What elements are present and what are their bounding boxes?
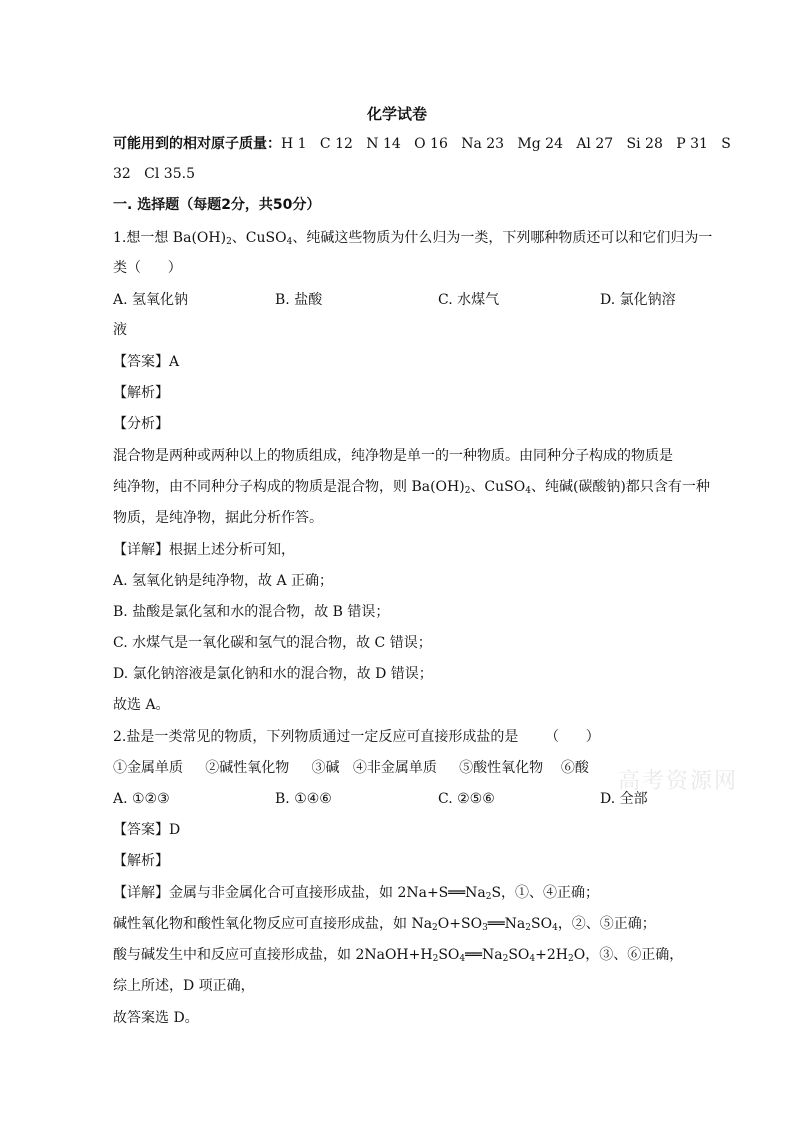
q1-conclusion: 故选 A。: [113, 697, 170, 713]
q2-option-b: B. ①④⑥: [275, 791, 332, 807]
q2-detail-part: O，③、⑥正确，: [573, 947, 684, 963]
q2-detail-part: SO: [508, 947, 530, 963]
q2-detail-part: O+SO: [437, 916, 483, 932]
q1-answer: 【答案】A: [113, 354, 180, 370]
section-heading: 一. 选择题（每题2分，共50分）: [113, 197, 321, 213]
q2-sub: 2: [432, 923, 438, 933]
q1-sub: 4: [286, 237, 293, 247]
q1-stem-part: 、CuSO: [231, 230, 287, 246]
q2-sub: 2: [502, 954, 509, 964]
q2-detail-part: S，①、④正确；: [491, 885, 600, 901]
q2-detail-part: SO: [438, 947, 460, 963]
q2-summary: 综上所述，D 项正确，: [113, 978, 255, 994]
q2-sub: 2: [525, 923, 531, 933]
q1-sub: 2: [226, 237, 232, 247]
q2-option-a: A. ①②③: [113, 791, 170, 807]
q1-detail: 【详解】根据上述分析可知，: [113, 542, 295, 558]
q2-sub: 2: [568, 954, 574, 964]
q1-option-d: D. 氯化钠溶: [600, 292, 676, 308]
q2-items: ①金属单质 ②碱性氧化物 ③碱 ④非金属单质 ⑤酸性氧化物 ⑥酸: [113, 760, 589, 776]
q1-stem-part: 1.想一想 Ba(OH): [113, 230, 227, 246]
q2-detail-part: ，②、⑤正确；: [557, 916, 656, 932]
atomic-mass-label: 可能用到的相对原子质量：: [113, 136, 281, 152]
q2-sub: 4: [552, 923, 558, 933]
q2-sub: 4: [459, 954, 466, 964]
q2-detail-part: 酸与碱发生中和反应可直接形成盐，如 2NaOH+H: [113, 947, 433, 963]
q1-analysis-part: 、CuSO: [470, 479, 526, 495]
q1-option-d-continued: 液: [113, 322, 127, 338]
watermark-logo: 高考资源网: [618, 769, 739, 794]
q1-analysis-text: [113, 477, 710, 497]
atomic-mass-values-continued: 32 Cl 35.5: [113, 166, 195, 182]
question-1-stem: [113, 228, 712, 248]
q2-detail-line: [113, 945, 683, 965]
q2-conclusion: 故答案选 D。: [113, 1010, 199, 1026]
q1-option-b: B. 盐酸: [275, 292, 323, 308]
q2-detail-part: +2H: [535, 947, 569, 963]
q2-option-c: C. ②⑤⑥: [438, 791, 495, 807]
question-1-stem-continued: 类（ ）: [113, 260, 182, 276]
q2-sub: 2: [485, 892, 492, 902]
q1-option-c: C. 水煤气: [438, 292, 500, 308]
q1-sub: 2: [464, 486, 471, 496]
q1-analysis-part: 、纯碱(碳酸钠)都只含有一种: [530, 479, 710, 495]
q2-sub: 4: [529, 954, 536, 964]
q1-analysis-text: 物质，是纯净物，据此分析作答。: [113, 510, 323, 526]
q2-detail-part: 碱性氧化物和酸性氧化物反应可直接形成盐，如 Na: [113, 916, 433, 932]
q1-sub: 4: [525, 486, 531, 496]
q2-sub: 3: [482, 923, 488, 933]
q2-option-d: D. 全部: [600, 791, 648, 807]
q2-sub: 2: [432, 954, 439, 964]
q2-detail-part: 【详解】金属与非金属化合可直接形成盐，如 2Na+S══Na: [113, 885, 486, 901]
q1-detail-d: D. 氯化钠溶液是氯化钠和水的混合物，故 D 错误；: [113, 666, 433, 682]
q2-analysis-heading: 【解析】: [113, 853, 169, 869]
q2-detail-line: [113, 883, 599, 903]
question-2-stem: 2.盐是一类常见的物质，下列物质通过一定反应可直接形成盐的是 （ ）: [113, 729, 600, 745]
q1-analysis-part: 纯净物，由不同种分子构成的物质是混合物，则 Ba(OH): [113, 479, 465, 495]
atomic-mass-values: H 1 C 12 N 14 O 16 Na 23 Mg 24 Al 27 Si 28 P 31 S: [281, 136, 731, 152]
q1-option-a: A. 氢氧化钠: [113, 292, 189, 308]
atomic-mass-line: [113, 134, 731, 154]
q2-detail-line: [113, 914, 656, 934]
q1-fenxi-heading: 【分析】: [113, 416, 169, 432]
q1-stem-part: 、纯碱这些物质为什么归为一类，下列哪种物质还可以和它们归为一: [292, 230, 713, 246]
q1-analysis-heading: 【解析】: [113, 385, 169, 401]
q1-detail-c: C. 水煤气是一氧化碳和氢气的混合物，故 C 错误；: [113, 635, 432, 651]
q1-detail-b: B. 盐酸是氯化氢和水的混合物，故 B 错误；: [113, 604, 390, 620]
q2-answer: 【答案】D: [113, 822, 181, 838]
q2-detail-part: SO: [531, 916, 553, 932]
q2-detail-part: ══Na: [465, 947, 503, 963]
page-title: 化学试卷: [366, 105, 427, 123]
q2-detail-part: ══Na: [487, 916, 526, 932]
q1-detail-a: A. 氢氧化钠是纯净物，故 A 正确；: [113, 573, 334, 589]
q1-analysis-text: 混合物是两种或两种以上的物质组成，纯净物是单一的一种物质。由同种分子构成的物质是: [113, 448, 673, 464]
